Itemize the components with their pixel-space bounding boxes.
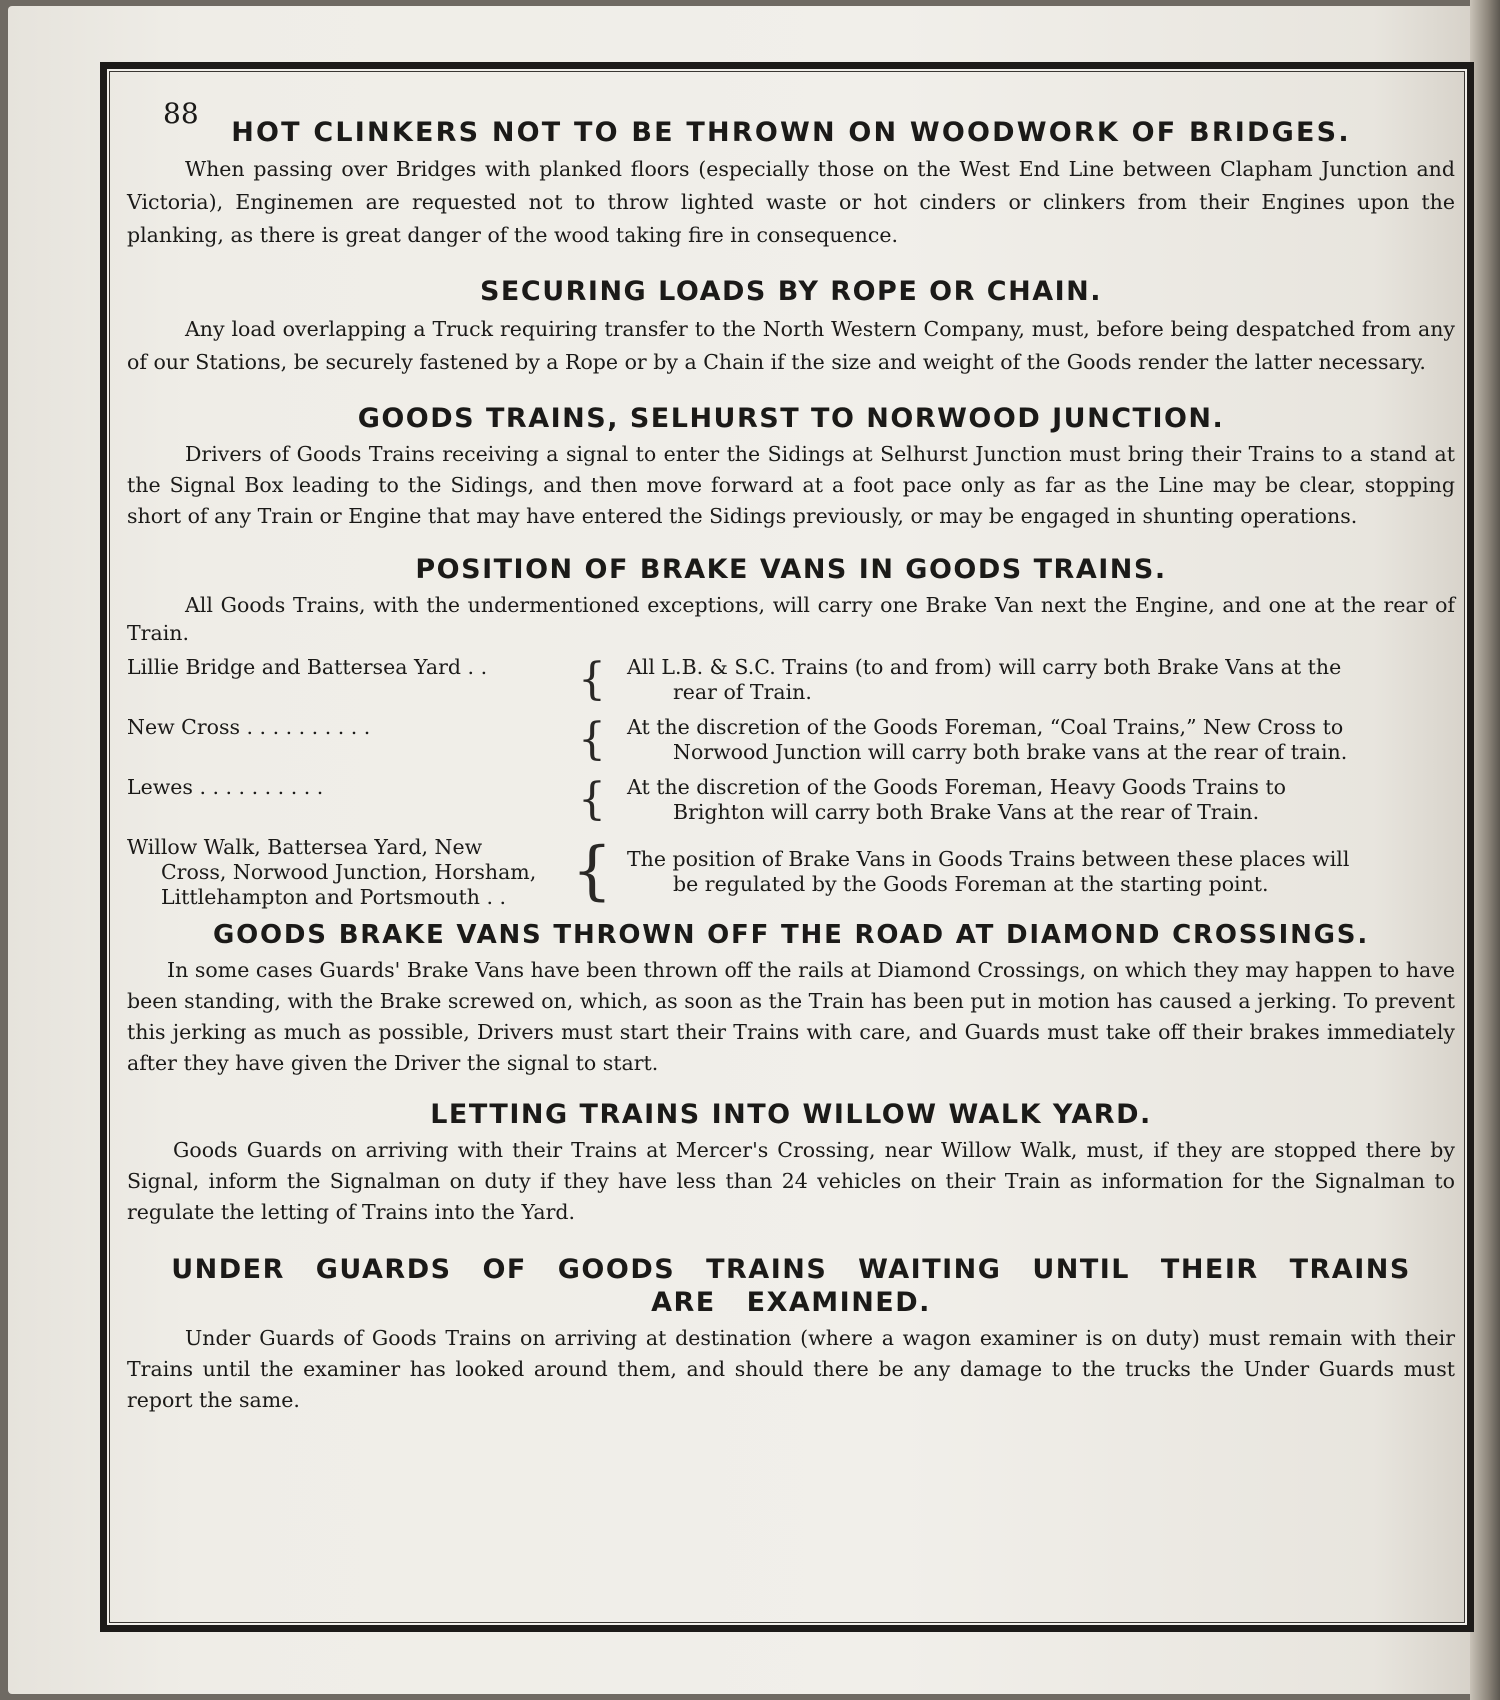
rule-text-cont: Norwood Junction will carry both brake vans at the rear of train. bbox=[673, 739, 1348, 764]
section-heading: GOODS TRAINS, SELHURST TO NORWOOD JUNCTION. bbox=[357, 402, 1225, 434]
section-text: In some cases Guards' Brake Vans have been thrown off the rails at Diamond Crossings, on which they may happen to have been standing, with the Brake screwed on, which, as soon as the Train has been put in motion has caused a jerking. To prevent this jerking as much as possible, Drivers must start their Trains with care, and Guards must take off their brakes immediately after they have given the Driver the signal to start. bbox=[127, 957, 1455, 1075]
exception-row bbox=[127, 775, 1455, 825]
location-text: Lewes . . . . . . . . . . bbox=[127, 774, 324, 799]
section-selhurst-norwood bbox=[127, 403, 1455, 532]
section-text: Under Guards of Goods Trains on arriving at destination (where a wagon examiner is on duty) must remain with their Trains until the examiner has looked around them, and should there be any damage to the trucks the Under Guards must report the same. bbox=[127, 1325, 1455, 1412]
section-willow-walk-yard bbox=[127, 1099, 1455, 1228]
section-heading: LETTING TRAINS INTO WILLOW WALK YARD. bbox=[430, 1098, 1152, 1130]
section-text: When passing over Bridges with planked floors (especially those on the West End Line between Clapham Junction and Victoria), Enginemen are requested not to throw lighted waste or hot cinders or clinkers from their Engines upon the planking, as there is great danger of the wood taking fire in consequence. bbox=[127, 157, 1455, 248]
section-heading: SECURING LOADS BY ROPE OR CHAIN. bbox=[479, 276, 1103, 308]
location-text-cont: Cross, Norwood Junction, Horsham, Littlehampton and Portsmouth . . bbox=[161, 859, 537, 909]
section-under-guards bbox=[127, 1254, 1455, 1416]
brace-glyph: { bbox=[578, 773, 606, 825]
exception-rule bbox=[627, 835, 1455, 897]
brace-glyph: { bbox=[571, 833, 613, 908]
rule-text-cont: rear of Train. bbox=[673, 679, 812, 704]
section-diamond-crossings bbox=[127, 920, 1455, 1079]
rule-text-cont: be regulated by the Goods Foreman at the starting point. bbox=[673, 871, 1269, 896]
location-text: New Cross . . . . . . . . . . bbox=[127, 714, 371, 739]
location-text: Lillie Bridge and Battersea Yard . . bbox=[127, 654, 488, 679]
exception-location bbox=[127, 655, 557, 680]
section-text: Drivers of Goods Trains receiving a signal to enter the Sidings at Selhurst Junction must bring their Trains to a stand at the Signal Box leading to the Sidings, and then move forward at a foot pace only as far as the Line may be clear, stopping short of any Train or Engine that may have entered the Sidings previously, or may be engaged in shunting operations. bbox=[127, 442, 1455, 529]
exception-location bbox=[127, 775, 557, 800]
section-text: All Goods Trains, with the undermentioned exceptions, will carry one Brake Van next the Engine, and one at the rear of Train. bbox=[127, 592, 1455, 645]
exception-row bbox=[127, 835, 1455, 910]
exception-row bbox=[127, 655, 1455, 705]
exception-location bbox=[127, 835, 557, 910]
exception-location bbox=[127, 715, 557, 740]
rule-text: At the discretion of the Goods Foreman, “Coal Trains,” New Cross to bbox=[627, 714, 1344, 739]
section-securing-loads bbox=[127, 276, 1455, 378]
rule-text: At the discretion of the Goods Foreman, Heavy Goods Trains to bbox=[627, 774, 1286, 799]
exception-rule bbox=[627, 715, 1455, 765]
exception-rule bbox=[627, 655, 1455, 705]
page-border bbox=[100, 62, 1474, 1632]
rule-text: The position of Brake Vans in Goods Trains between these places will bbox=[627, 846, 1350, 871]
page-content bbox=[127, 87, 1455, 1605]
section-text: Goods Guards on arriving with their Trains at Mercer's Crossing, near Willow Walk, must, if they are stopped there by Signal, inform the Signalman on duty if they have less than 24 vehicles on their Train as information for the Signalman to regulate the letting of Trains into the Yard. bbox=[127, 1138, 1455, 1225]
exception-row bbox=[127, 715, 1455, 765]
section-text: Any load overlapping a Truck requiring transfer to the North Western Company, must, before being despatched from any of our Stations, be securely fastened by a Rope or by a Chain if the size and weight of the Goods render the latter necessary. bbox=[127, 316, 1455, 374]
exception-rule bbox=[627, 775, 1455, 825]
brake-van-exceptions-table bbox=[127, 655, 1455, 910]
section-brake-vans-position bbox=[127, 554, 1455, 909]
section-heading: UNDER GUARDS OF GOODS TRAINS WAITING UNTIL THEIR TRAINS ARE EXAMINED. bbox=[171, 1254, 1411, 1318]
section-heading: HOT CLINKERS NOT TO BE THROWN ON WOODWORK OF BRIDGES. bbox=[231, 117, 1351, 148]
rule-text-cont: Brighton will carry both Brake Vans at the rear of Train. bbox=[673, 799, 1260, 824]
brace-glyph: { bbox=[578, 713, 606, 765]
section-heading: GOODS BRAKE VANS THROWN OFF THE ROAD AT DIAMOND CROSSINGS. bbox=[212, 919, 1369, 950]
section-heading: POSITION OF BRAKE VANS IN GOODS TRAINS. bbox=[415, 554, 1167, 586]
location-text: Willow Walk, Battersea Yard, New bbox=[127, 834, 483, 859]
section-hot-clinkers bbox=[127, 117, 1455, 252]
rule-text: All L.B. & S.C. Trains (to and from) will carry both Brake Vans at the bbox=[627, 654, 1342, 679]
page-number: 88 bbox=[163, 97, 199, 130]
book-spine bbox=[1470, 0, 1500, 1700]
brace-glyph: { bbox=[578, 653, 606, 705]
